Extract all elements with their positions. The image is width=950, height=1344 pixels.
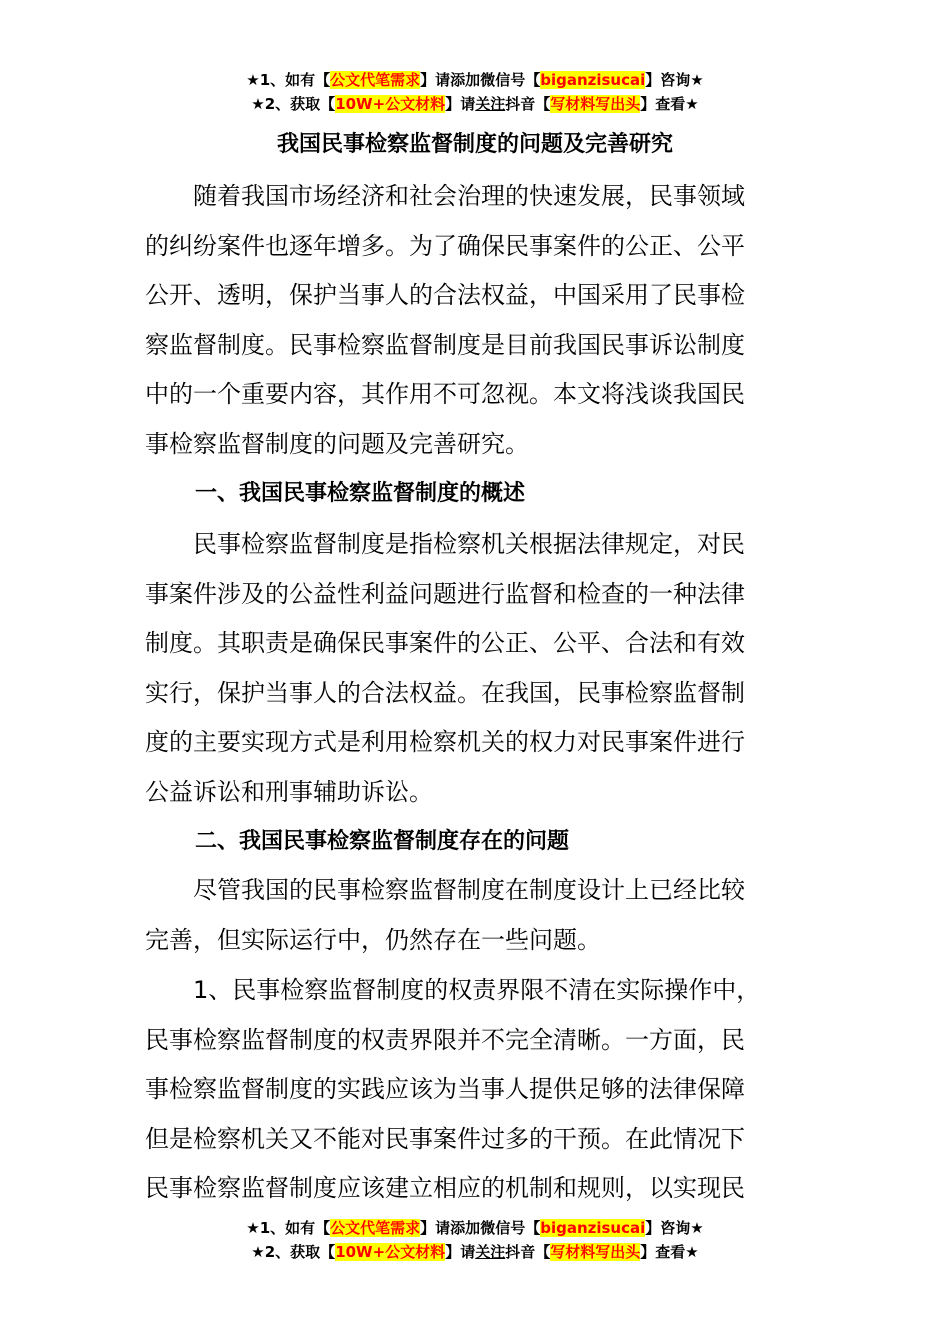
promo-text: 】请 — [445, 95, 476, 113]
point1-paragraph — [145, 966, 810, 1214]
paragraph-line: 民事检察监督制度应该建立相应的机制和规则，以实现民 — [145, 1174, 745, 1203]
paragraph-line: 中的一个重要内容，其作用不可忽视。本文将浅谈我国民 — [145, 380, 745, 409]
paragraph-line: 实行，保护当事人的合法权益。在我国，民事检察监督制 — [145, 678, 745, 707]
paragraph-line: 公益诉讼和刑事辅助诉讼。 — [145, 777, 433, 806]
paragraph-line: 度的主要实现方式是利用检察机关的权力对民事案件进行 — [145, 728, 745, 757]
promo-banner-top — [0, 68, 950, 116]
promo-text: 】咨询★ — [645, 1219, 704, 1237]
promo-text: ★1、如有【 — [246, 71, 331, 89]
promo-text: 抖音【 — [505, 1243, 551, 1261]
paragraph-line: 公开、透明，保护当事人的合法权益，中国采用了民事检 — [145, 281, 745, 310]
paragraph-line: 民事检察监督制度是指检察机关根据法律规定，对民 — [193, 530, 745, 558]
promo-text: 抖音【 — [505, 95, 551, 113]
promo-text: ★2、获取【 — [251, 1243, 336, 1261]
document-title: 我国民事检察监督制度的问题及完善研究 — [276, 132, 673, 157]
paragraph-line: 但是检察机关又不能对民事案件过多的干预。在此情况下 — [145, 1124, 745, 1153]
promo-highlight: 公文代笔需求 — [330, 71, 421, 89]
promo-text: 】查看★ — [640, 1243, 699, 1261]
promo-banner-bottom — [0, 1216, 950, 1264]
promo-text: 】查看★ — [640, 95, 699, 113]
paragraph-line: 1、民事检察监督制度的权责界限不清在实际操作中， — [193, 976, 761, 1004]
promo-line-1 — [0, 1216, 950, 1240]
paragraph-line: 察监督制度。民事检察监督制度是目前我国民事诉讼制度 — [145, 330, 745, 359]
promo-text: 微信号【 — [480, 71, 541, 89]
promo-follow: 关注 — [475, 95, 506, 113]
paragraph-line: 事检察监督制度的问题及完善研究。 — [145, 429, 529, 458]
promo-follow: 关注 — [475, 1243, 506, 1261]
promo-text: 】咨询★ — [645, 71, 704, 89]
promo-wechat-id: biganzisucai — [540, 1219, 646, 1237]
paragraph-line: 完善，但实际运行中，仍然存在一些问题。 — [145, 925, 601, 954]
paragraph-line: 制度。其职责是确保民事案件的公正、公平、合法和有效 — [145, 629, 745, 658]
promo-highlight: 公文代笔需求 — [330, 1219, 421, 1237]
promo-text: 】请 — [445, 1243, 476, 1261]
promo-text: ★2、获取【 — [251, 95, 336, 113]
promo-line-2 — [0, 1240, 950, 1264]
section2-paragraph — [145, 866, 810, 965]
paragraph-line: 随着我国市场经济和社会治理的快速发展，民事领域 — [193, 182, 745, 210]
promo-douyin-id: 写材料写出头 — [550, 1243, 641, 1261]
intro-paragraph — [145, 172, 810, 470]
paragraph-line: 事检察监督制度的实践应该为当事人提供足够的法律保障 — [145, 1075, 745, 1104]
promo-text: ★1、如有【 — [246, 1219, 331, 1237]
section1-paragraph — [145, 520, 810, 818]
promo-line-1 — [0, 68, 950, 92]
promo-text: 】请添加 — [420, 1219, 481, 1237]
promo-line-2 — [0, 92, 950, 116]
promo-highlight: 10W+公文材料 — [335, 95, 446, 113]
promo-highlight: 10W+公文材料 — [335, 1243, 446, 1261]
promo-text: 】请添加 — [420, 71, 481, 89]
section-heading: 二、我国民事检察监督制度存在的问题 — [195, 829, 570, 854]
promo-text: 微信号【 — [480, 1219, 541, 1237]
paragraph-line: 民事检察监督制度的权责界限并不完全清晰。一方面，民 — [145, 1025, 745, 1054]
promo-douyin-id: 写材料写出头 — [550, 95, 641, 113]
paragraph-line: 事案件涉及的公益性利益问题进行监督和检查的一种法律 — [145, 579, 745, 608]
paragraph-line: 尽管我国的民事检察监督制度在制度设计上已经比较 — [193, 876, 745, 904]
paragraph-line: 的纠纷案件也逐年增多。为了确保民事案件的公正、公平 — [145, 231, 745, 260]
promo-wechat-id: biganzisucai — [540, 71, 646, 89]
section-heading: 一、我国民事检察监督制度的概述 — [195, 481, 526, 506]
